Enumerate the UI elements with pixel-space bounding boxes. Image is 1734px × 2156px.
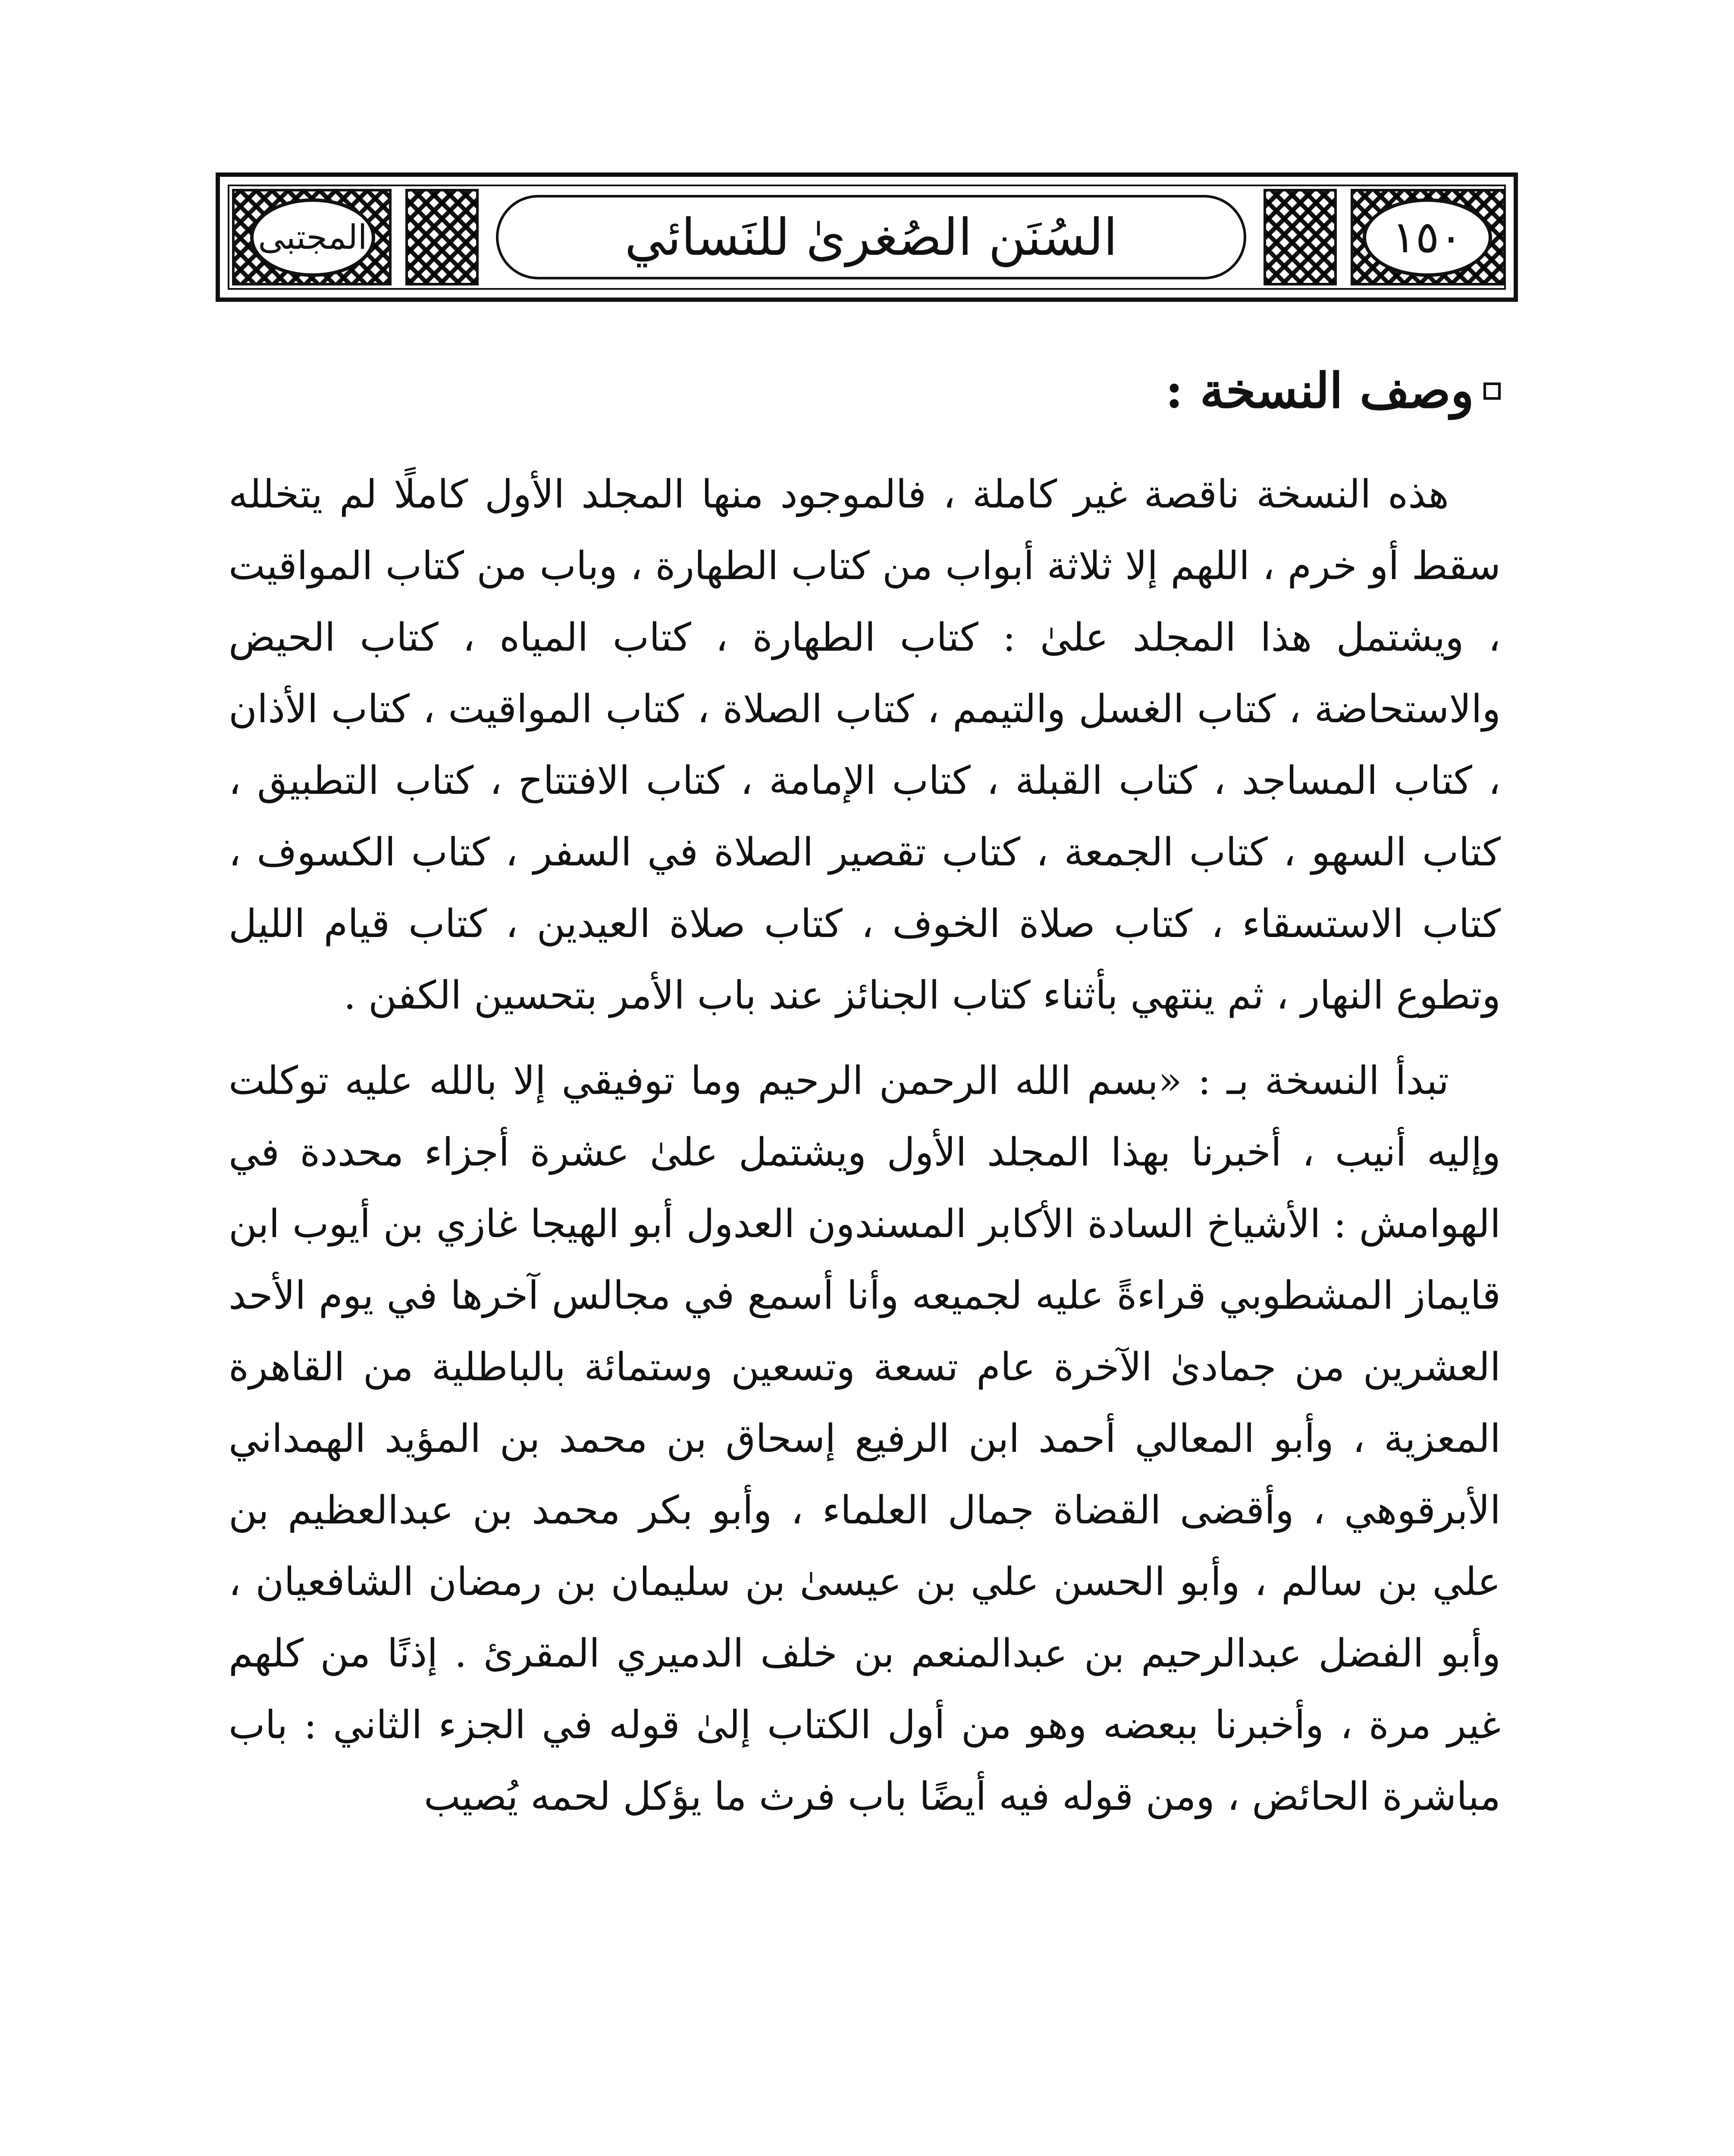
- title-cartouche: [496, 195, 1246, 279]
- paragraph-description: هذه النسخة ناقصة غير كاملة ، فالموجود منها المجلد الأول كاملًا لم يتخلله سقط أو خرم ، اللهم إلا ثلاثة أبواب من كتاب الطهارة ، وباب من كتاب المواقيت ، ويشتمل هذا المجلد علىٰ : كتاب الطهارة ، كتاب المياه ، كتاب الحيض والاستحاضة ، كتاب الغسل والتيمم ، كتاب الصلاة ، كتاب المواقيت ، كتاب الأذان ، كتاب المساجد ، كتاب القبلة ، كتاب الإمامة ، كتاب الافتتاح ، كتاب التطبيق ، كتاب السهو ، كتاب الجمعة ، كتاب تقصير الصلاة في السفر ، كتاب الكسوف ، كتاب الاستسقاء ، كتاب صلاة الخوف ، كتاب صلاة العيدين ، كتاب قيام الليل وتطوع النهار ، ثم ينتهي بأثناء كتاب الجنائز عند باب الأمر بتحسين الكفن .: [229, 472, 1501, 1018]
- section-heading-text: وصف النسخة :: [1165, 363, 1474, 419]
- square-bullet-icon: [1483, 382, 1501, 400]
- page-number-frame: [1363, 198, 1492, 277]
- page-number: ١٥٠: [1392, 212, 1463, 263]
- book-emblem: [250, 198, 375, 277]
- paragraph-opening: تبدأ النسخة بـ : «بسم الله الرحمن الرحيم وما توفيقي إلا بالله عليه توكلت وإليه أنيب ، أخبرنا بهذا المجلد الأول ويشتمل علىٰ عشرة أجزاء محددة في الهوامش : الأشياخ السادة الأكابر المسندون العدول أبو الهيجا غازي بن أيوب ابن قايماز المشطوبي قراءةً عليه لجميعه وأنا أسمع في مجالس آخرها في يوم الأحد العشرين من جمادىٰ الآخرة عام تسعة وتسعين وستمائة بالباطلية من القاهرة المعزية ، وأبو المعالي أحمد ابن الرفيع إسحاق بن محمد بن المؤيد الهمداني الأبرقوهي ، وأقضى القضاة جمال العلماء ، وأبو بكر محمد بن عبدالعظيم بن علي بن سالم ، وأبو الحسن علي بن عيسىٰ بن سليمان بن رمضان الشافعيان ، وأبو الفضل عبدالرحيم بن عبدالمنعم بن خلف الدميري المقرئ . إذنًا من كلهم غير مرة ، وأخبرنا ببعضه وهو من أول الكتاب إلىٰ قوله في الجزء الثاني : باب مباشرة الحائض ، ومن قوله فيه أيضًا باب فرث ما يؤكل لحمه يُصيب: [229, 1058, 1501, 1820]
- header-ornament-left-small: [405, 189, 479, 285]
- header-ornament-right-small: [1264, 189, 1337, 285]
- running-header: [216, 172, 1518, 302]
- running-title: السُنَن الصُغرىٰ للنَسائي: [624, 207, 1118, 267]
- book-emblem-text: المجتبى: [258, 218, 367, 257]
- section-heading: [229, 362, 1501, 420]
- page-body: [229, 362, 1501, 1833]
